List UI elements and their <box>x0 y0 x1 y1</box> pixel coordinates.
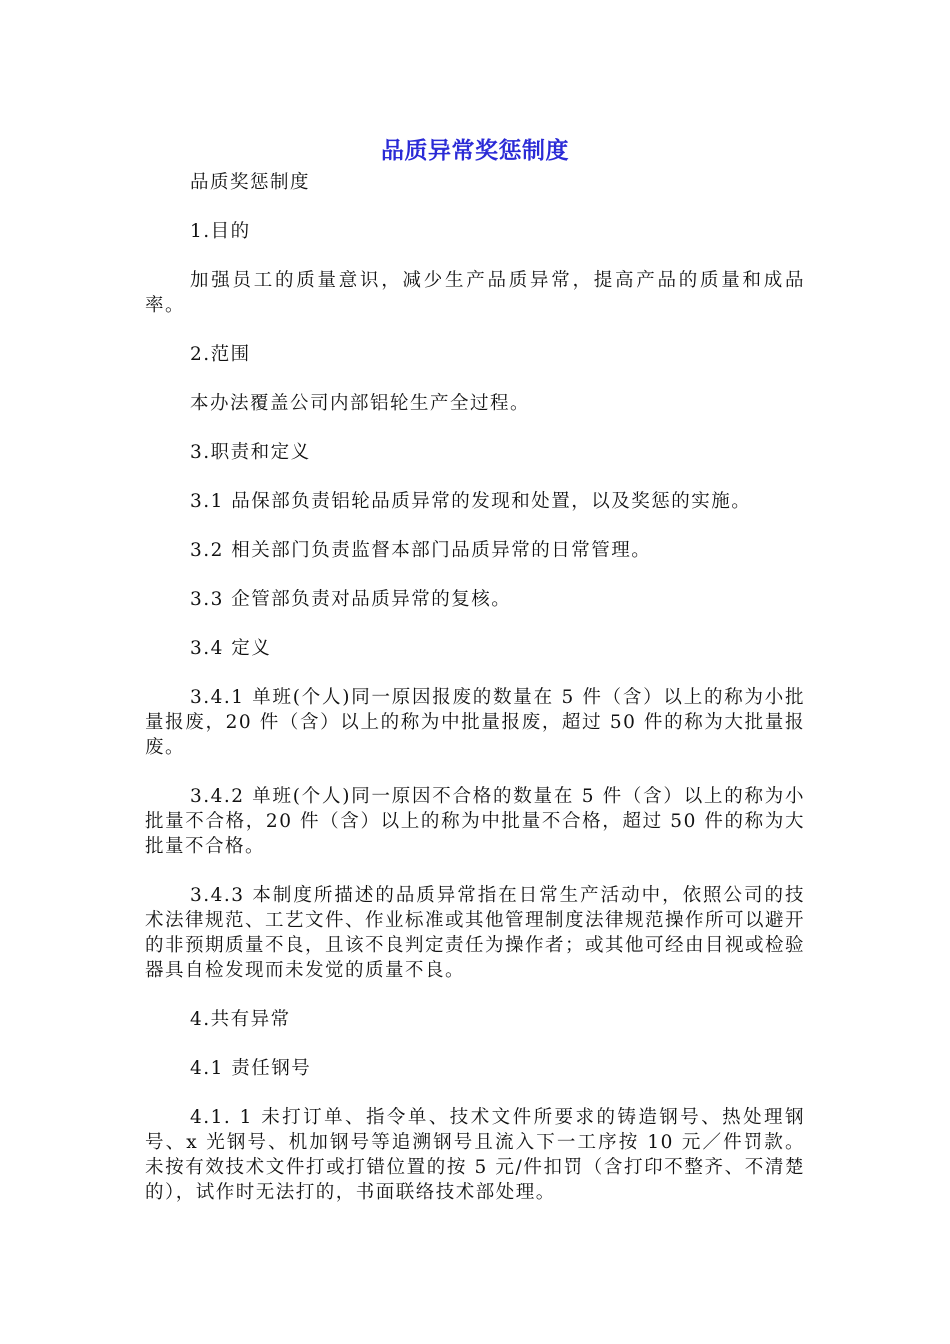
section-heading-purpose: 1.目的 <box>190 221 251 242</box>
section-heading-scope: 2.范围 <box>190 344 251 365</box>
paragraph-3-4-1: 3.4.1 单班(个人)同一原因报废的数量在 5 件（含）以上的称为小批量报废，20 件（含）以上的称为中批量报废，超过 50 件的称为大批量报废。 <box>145 687 805 758</box>
paragraph-3-2: 3.2 相关部门负责监督本部门品质异常的日常管理。 <box>190 540 652 561</box>
paragraph-3-1: 3.1 品保部负责铝轮品质异常的发现和处置，以及奖惩的实施。 <box>190 491 752 512</box>
document-body <box>145 170 805 1229</box>
paragraph-3-3: 3.3 企管部负责对品质异常的复核。 <box>190 589 512 610</box>
section-heading-duties: 3.职责和定义 <box>190 442 311 463</box>
section-heading-common-anomaly: 4.共有异常 <box>190 1009 291 1030</box>
paragraph-heading: 品质奖惩制度 <box>190 172 311 193</box>
paragraph-scope: 本办法覆盖公司内部铝轮生产全过程。 <box>190 393 531 414</box>
paragraph-3-4-2: 3.4.2 单班(个人)同一原因不合格的数量在 5 件（含）以上的称为小批量不合格，20 件（含）以上的称为中批量不合格，超过 50 件的称为大批量不合格。 <box>145 786 805 857</box>
paragraph-purpose: 加强员工的质量意识，减少生产品质异常，提高产品的质量和成品率。 <box>145 270 805 316</box>
paragraph-3-4: 3.4 定义 <box>190 638 272 659</box>
paragraph-4-1-1: 4.1. 1 未打订单、指令单、技术文件所要求的铸造钢号、热处理钢号、x 光钢号、机加钢号等追溯钢号且流入下一工序按 10 元／件罚款。未按有效技术文件打或打错位置的按 5 元/件扣罚（含打印不整齐、不清楚的），试作时无法打的，书面联络技术部处理。 <box>145 1107 805 1203</box>
paragraph-4-1: 4.1 责任钢号 <box>190 1058 312 1079</box>
document-title: 品质异常奖惩制度 <box>381 138 569 164</box>
paragraph-3-4-3: 3.4.3 本制度所描述的品质异常指在日常生产活动中，依照公司的技术法律规范、工艺文件、作业标准或其他管理制度法律规范操作所可以避开的非预期质量不良，且该不良判定责任为操作者；或其他可经由目视或检验器具自检发现而未发觉的质量不良。 <box>145 885 806 981</box>
